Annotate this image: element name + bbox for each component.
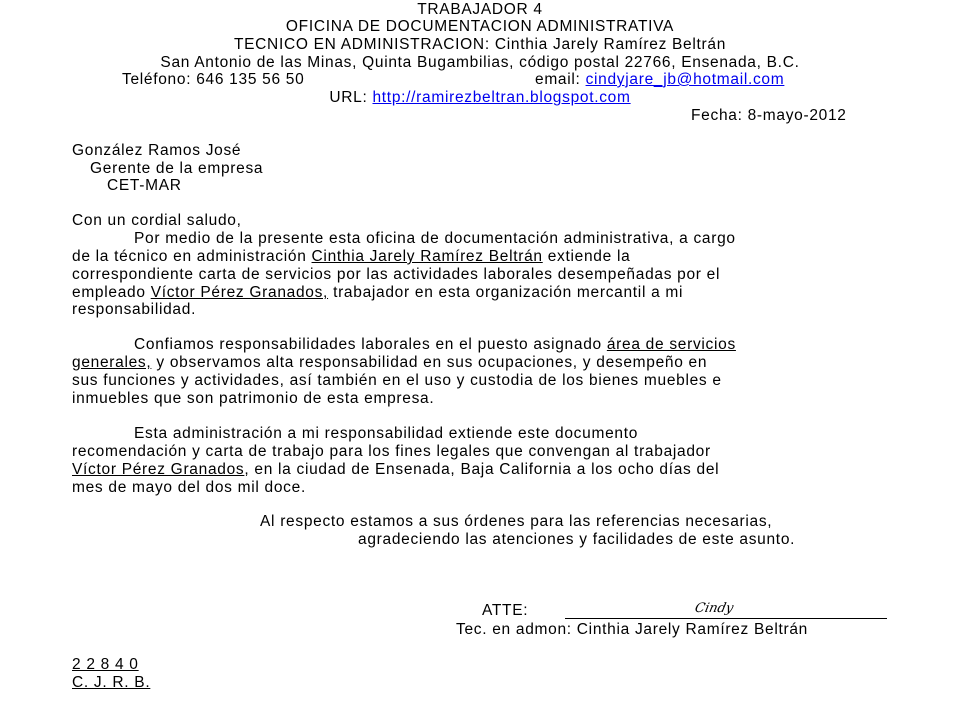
paragraph1-line: responsabilidad. xyxy=(72,301,197,318)
paragraph2-line: inmuebles que son patrimonio de esta empresa. xyxy=(72,390,435,407)
paragraph3-line: Esta administración a mi responsabilidad extiende este documento xyxy=(134,425,639,442)
paragraph2-line xyxy=(72,354,707,372)
assigned-area: área de servicios xyxy=(606,336,736,353)
text-fragment: empleado xyxy=(72,284,151,301)
header-phone: Teléfono: 646 135 56 50 xyxy=(122,71,305,88)
paragraph1-line: correspondiente carta de servicios por las actividades laborales desempeñadas por el xyxy=(72,266,721,283)
text-fragment: , en la ciudad de Ensenada, Baja California a los ocho días del xyxy=(244,461,720,478)
header-url-row xyxy=(0,89,960,107)
closing-line: agradeciendo las atenciones y facilidades de este asunto. xyxy=(358,531,796,548)
reference-code: 2 2 8 4 0 xyxy=(72,656,139,673)
signature-line xyxy=(565,618,887,619)
letter-date: Fecha: 8-mayo-2012 xyxy=(691,107,847,124)
reference-initials: C. J. R. B. xyxy=(72,674,151,691)
email-label: email: xyxy=(535,71,586,88)
text-fragment: Confiamos responsabilidades laborales en el puesto asignado xyxy=(134,336,607,353)
paragraph1-line xyxy=(72,284,683,302)
assigned-area: generales, xyxy=(72,354,152,371)
closing-line: Al respecto estamos a sus órdenes para las referencias necesarias, xyxy=(260,513,773,530)
header-technician: TECNICO EN ADMINISTRACION: Cinthia Jarely Ramírez Beltrán xyxy=(233,36,727,53)
text-fragment: extiende la xyxy=(542,248,631,265)
email-link[interactable]: cindyjare_jb@hotmail.com xyxy=(585,71,785,88)
signer-name: Tec. en admon: Cinthia Jarely Ramírez Beltrán xyxy=(456,621,808,638)
employee-name: Víctor Pérez Granados xyxy=(72,461,245,478)
recipient-position: Gerente de la empresa xyxy=(90,160,264,177)
header-office: OFICINA DE DOCUMENTACION ADMINISTRATIVA xyxy=(285,18,675,35)
paragraph1-line: Por medio de la presente esta oficina de documentación administrativa, a cargo xyxy=(134,230,736,247)
greeting: Con un cordial saludo, xyxy=(72,212,242,229)
paragraph2-line xyxy=(134,336,736,354)
paragraph3-line: mes de mayo del dos mil doce. xyxy=(72,479,306,496)
url-link[interactable]: http://ramirezbeltran.blogspot.com xyxy=(372,89,631,106)
text-fragment: trabajador en esta organización mercantil a mi xyxy=(328,284,684,301)
text-fragment: y observamos alta responsabilidad en sus ocupaciones, y desempeño en xyxy=(151,354,708,371)
atte-label: ATTE: xyxy=(482,602,529,619)
paragraph2-line: sus funciones y actividades, así también en el uso y custodia de los bienes muebles e xyxy=(72,372,722,389)
header-worker: TRABAJADOR 4 xyxy=(417,1,543,18)
recipient-company: CET-MAR xyxy=(107,177,182,194)
handwritten-signature: Cindy xyxy=(693,601,735,616)
url-label: URL: xyxy=(329,89,373,106)
paragraph3-line: recomendación y carta de trabajo para los fines legales que convengan al trabajador xyxy=(72,443,711,460)
paragraph1-line xyxy=(72,248,630,266)
header-email-row xyxy=(535,71,784,89)
recipient-name: González Ramos José xyxy=(72,142,242,159)
header-address: San Antonio de las Minas, Quinta Bugambilias, código postal 22766, Ensenada, B.C. xyxy=(160,54,800,71)
text-fragment: de la técnico en administración xyxy=(72,248,312,265)
paragraph3-line xyxy=(72,461,719,479)
employee-name: Víctor Pérez Granados, xyxy=(150,284,329,301)
technician-name: Cinthia Jarely Ramírez Beltrán xyxy=(311,248,543,265)
